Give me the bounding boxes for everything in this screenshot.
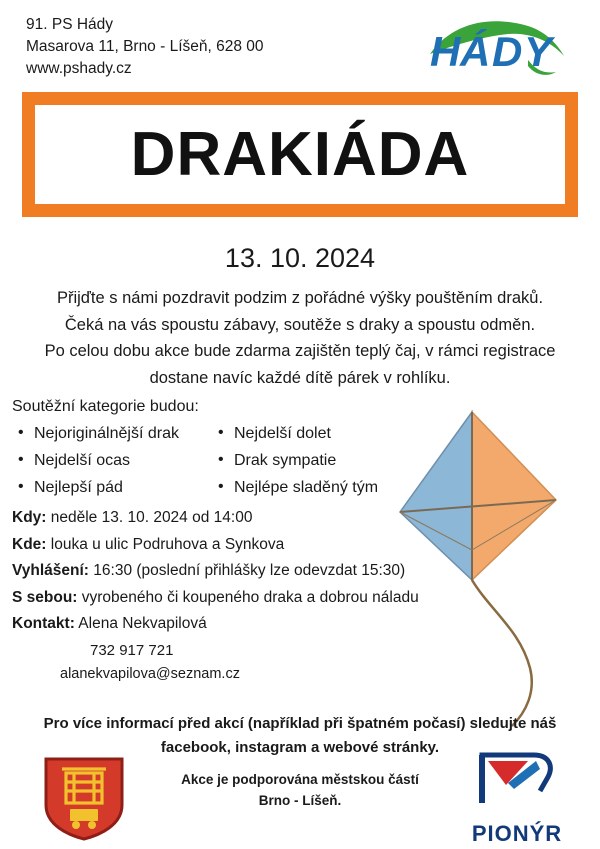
intro-paragraph — [18, 285, 582, 392]
org-name: 91. PS Hády — [26, 16, 114, 33]
categories-columns — [12, 421, 412, 502]
detail-results-label: Vyhlášení: — [12, 562, 89, 579]
svg-text:Y: Y — [524, 28, 553, 75]
page-title: DRAKIÁDA — [130, 119, 470, 189]
list-item: • Nejdelší ocas — [12, 448, 212, 475]
detail-bring-label: S sebou: — [12, 588, 78, 606]
detail-where — [12, 537, 482, 553]
pionyr-mark-icon — [462, 745, 572, 815]
detail-contact-label: Kontakt: — [12, 615, 75, 632]
support-line-2: Brno - Líšeň. — [258, 792, 342, 808]
intro-line-2: Čeká na vás spoustu zábavy, soutěže s draky a spoustu odměn. — [64, 315, 536, 334]
detail-contact-value: Alena Nekvapilová — [74, 615, 207, 632]
contact-email[interactable]: alanekvapilova@seznam.cz — [60, 665, 240, 682]
categories-heading: Soutěžní kategorie budou: — [12, 398, 199, 415]
detail-where-value: louka u ulic Podruhova a Synkova — [46, 535, 285, 553]
title-band — [22, 92, 578, 217]
svg-text:D: D — [492, 28, 523, 75]
footer-note-line-2: facebook, instagram a webové stránky. — [160, 739, 440, 756]
categories-right-list — [212, 421, 378, 502]
intro-line-1: Přijďte s námi pozdravit podzim z pořádné výšky pouštěním draků. — [56, 289, 544, 307]
title-inner — [35, 119, 565, 189]
pionyr-wordmark: PIONÝR — [471, 821, 563, 846]
org-address: Masarova 11, Brno - Líšeň, 628 00 — [26, 38, 264, 55]
list-item: • Nejdelší dolet — [212, 421, 378, 448]
svg-text:Á: Á — [460, 28, 491, 75]
categories-left-list — [12, 421, 212, 502]
event-details — [12, 510, 482, 681]
detail-when-value: neděle 13. 10. 2024 od 14:00 — [46, 509, 253, 526]
svg-text:H: H — [430, 28, 461, 75]
intro-line-4: dostane navíc každé dítě párek v rohlíku. — [149, 369, 451, 388]
detail-bring-value: vyrobeného či koupeného draka a dobrou náladu — [77, 588, 419, 606]
list-item: • Nejlépe sladěný tým — [212, 475, 378, 502]
detail-results — [12, 563, 482, 579]
list-item: • Drak sympatie — [212, 448, 378, 475]
event-date: 13. 10. 2024 — [224, 243, 376, 273]
poster-header — [26, 14, 574, 82]
detail-contact — [12, 616, 482, 632]
detail-bring — [12, 590, 482, 606]
contact-phone: 732 917 721 — [90, 641, 174, 659]
hady-logo-icon — [424, 10, 574, 82]
organization-info — [26, 14, 264, 80]
footer-note-line-1: Pro více informací před akcí (například při špatném počasí) sledujte náš — [43, 715, 557, 732]
list-item: • Nejlepší pád — [12, 475, 212, 502]
support-note — [120, 770, 480, 812]
org-website: www.pshady.cz — [26, 60, 132, 77]
intro-line-3: Po celou dobu akce bude zdarma zajištěn teplý čaj, v rámci registrace — [44, 342, 556, 361]
brno-lisen-crest-icon — [42, 755, 126, 841]
detail-when-label: Kdy: — [12, 509, 47, 526]
support-line-1: Akce je podporována městskou částí — [181, 772, 419, 787]
detail-when — [12, 510, 482, 526]
list-item: • Nejoriginálnější drak — [12, 421, 212, 448]
pionyr-logo — [462, 745, 572, 846]
detail-results-value: 16:30 (poslední přihlášky lze odevzdat 15:30) — [88, 562, 406, 579]
categories-section — [12, 398, 412, 502]
detail-where-label: Kde: — [12, 535, 47, 553]
